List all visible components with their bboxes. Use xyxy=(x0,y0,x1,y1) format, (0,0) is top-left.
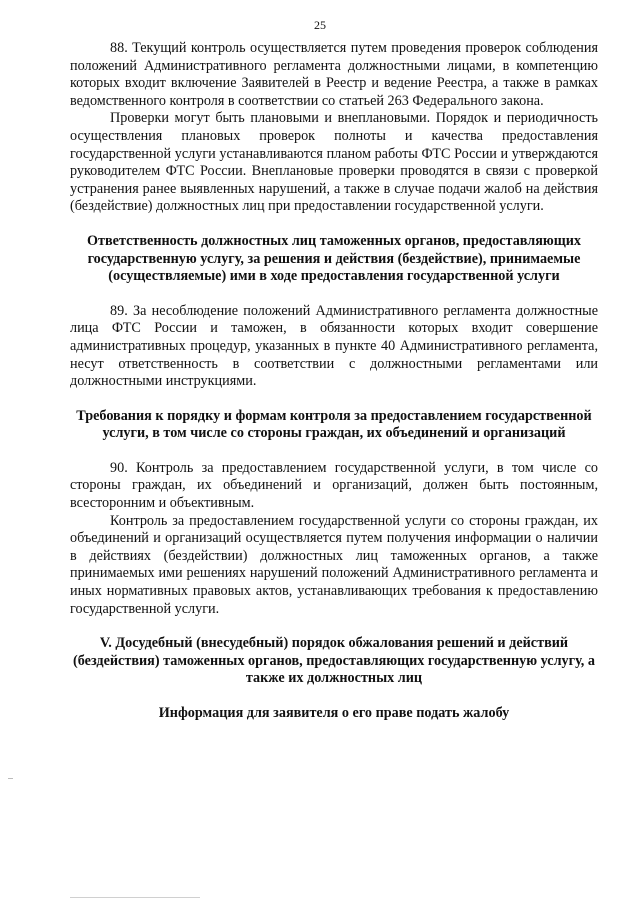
heading-section-v: V. Досудебный (внесудебный) порядок обжалования решений и действий (бездействия) таможенных органов, предоставляющих государственную услугу, а также их должностных лиц xyxy=(73,635,595,687)
scan-artifact xyxy=(70,897,200,898)
scan-artifact xyxy=(8,778,13,779)
paragraph-90: 90. Контроль за предоставлением государственной услуги, в том числе со стороны граждан, их объединений и организаций, должен быть постоянным, всесторонним и объективным. xyxy=(70,459,598,512)
document-body xyxy=(70,40,598,723)
paragraph-inspections: Проверки могут быть плановыми и внеплановыми. Порядок и периодичность осуществления плановых проверок полноты и качества предоставления государственной услуги устанавливаются планом работы ФТС России и утверждаются руководителем ФТС России. Внеплановые проверки проводятся в связи с проверкой устранения ранее выявленных нарушений, а также в случае подачи жалоб на действия (бездействие) должностных лиц при предоставлении государственной услуги. xyxy=(70,110,598,215)
heading-control-requirements: Требования к порядку и формам контроля за предоставлением государственной услуги, в том числе со стороны граждан, их объединений и организаций xyxy=(76,407,592,442)
heading-responsibility: Ответственность должностных лиц таможенных органов, предоставляющих государственную услугу, за решения и действия (бездействие), принимаемые (осуществляемые) ими в ходе предоставления государственной услуги xyxy=(87,232,581,285)
paragraph-89: 89. За несоблюдение положений Административного регламента должностные лица ФТС России и таможен, в обязанности которых входит совершение административных процедур, указанных в пункте 40 Административного регламента, несут ответственность в соответствии с должностными регламентами или должностными инструкциями. xyxy=(70,302,598,390)
page-number: 25 xyxy=(314,18,326,32)
paragraph-citizen-control: Контроль за предоставлением государственной услуги со стороны граждан, их объединений и организаций осуществляется путем получения информации о наличии в действиях (бездействии) должностных лиц таможенных органов, а также принимаемых ими решениях нарушений положений Административного регламента и иных нормативных правовых актов, устанавливающих требования к предоставлению государственной услуги. xyxy=(70,512,598,617)
heading-complaint-info: Информация для заявителя о его праве подать жалобу xyxy=(158,705,510,721)
paragraph-88: 88. Текущий контроль осуществляется путем проведения проверок соблюдения положений Административного регламента должностными лицами, в компетенцию которых входит включение Заявителей в Реестр и ведение Реестра, а также в рамках ведомственного контроля в соответствии со статьей 263 Федерального закона. xyxy=(70,40,598,109)
